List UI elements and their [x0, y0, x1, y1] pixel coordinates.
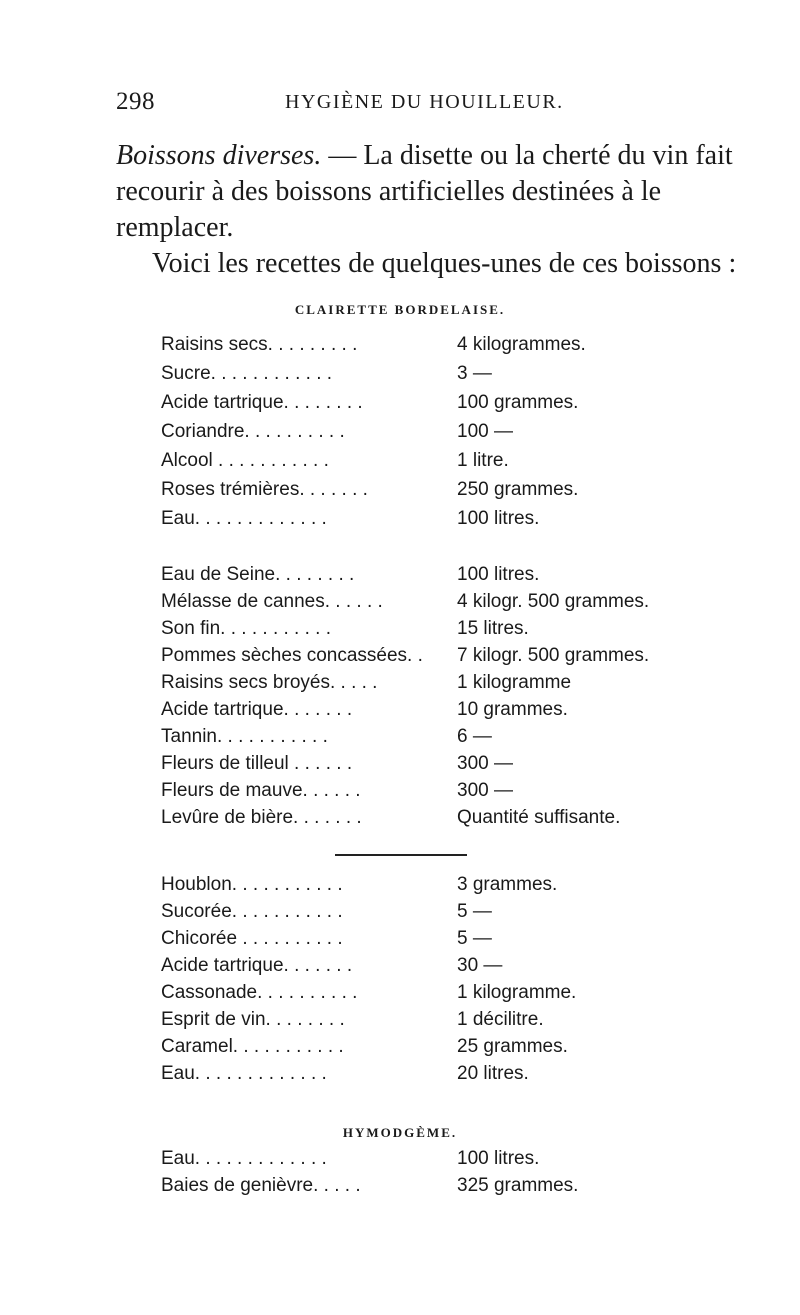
ingredient-name: Cassonade. . . . . . . . . .: [161, 982, 358, 1003]
section-divider: [335, 854, 467, 856]
ingredient-quantity: 10 grammes.: [457, 699, 568, 720]
ingredient-quantity: 5 —: [457, 901, 492, 922]
recipe-row: [161, 955, 781, 982]
recipe-hymodgeme: [161, 1148, 781, 1202]
recipe-row: [161, 363, 781, 392]
ingredient-name: Esprit de vin. . . . . . . .: [161, 1009, 345, 1030]
ingredient-quantity: 4 kilogrammes.: [457, 334, 586, 355]
recipe-row: [161, 591, 781, 618]
ingredient-quantity: 6 —: [457, 726, 492, 747]
ingredient-quantity: 7 kilogr. 500 grammes.: [457, 645, 650, 666]
recipe-row: [161, 645, 781, 672]
recipe-row: [161, 1009, 781, 1036]
recipe-title-clairette: CLAIRETTE BORDELAISE.: [294, 302, 506, 317]
ingredient-quantity: 5 —: [457, 928, 492, 949]
recipe-row: [161, 1036, 781, 1063]
recipe-row: [161, 753, 781, 780]
intro-text: [116, 138, 766, 282]
ingredient-name: Sucre. . . . . . . . . . . .: [161, 363, 333, 384]
ingredient-quantity: 1 décilitre.: [457, 1009, 544, 1030]
recipe-row: [161, 508, 781, 537]
recipe-row: [161, 1063, 781, 1090]
recipe-row: [161, 1148, 781, 1175]
intro-paragraph-text: — La disette ou la cherté du vin fait recourir à des boissons artificielles destinées à le remplacer.: [116, 140, 733, 243]
ingredient-name: Houblon. . . . . . . . . . .: [161, 874, 343, 895]
ingredient-quantity: 100 —: [457, 421, 513, 442]
ingredient-quantity: 325 grammes.: [457, 1175, 579, 1196]
recipe-row: [161, 874, 781, 901]
running-title: HYGIÈNE DU HOUILLEUR.: [285, 91, 564, 113]
ingredient-name: Alcool . . . . . . . . . . .: [161, 450, 329, 471]
page-number: 298: [116, 88, 155, 115]
ingredient-quantity: Quantité suffisante.: [457, 807, 621, 828]
ingredient-name: Tannin. . . . . . . . . . .: [161, 726, 328, 747]
ingredient-name: Eau. . . . . . . . . . . . .: [161, 508, 327, 529]
ingredient-quantity: 1 kilogramme.: [457, 982, 577, 1003]
ingredient-name: Fleurs de tilleul . . . . . .: [161, 753, 353, 774]
intro-paragraph-2: Voici les recettes de quelques-unes de ces boissons :: [152, 248, 737, 279]
recipe-row: [161, 1175, 781, 1202]
ingredient-quantity: 15 litres.: [457, 618, 529, 639]
ingredient-name: Pommes sèches concassées. .: [161, 645, 423, 666]
ingredient-quantity: 3 —: [457, 363, 492, 384]
ingredient-quantity: 30 —: [457, 955, 503, 976]
ingredient-name: Chicorée . . . . . . . . . .: [161, 928, 343, 949]
ingredient-name: Eau. . . . . . . . . . . . .: [161, 1148, 327, 1169]
recipe-row: [161, 928, 781, 955]
ingredient-name: Eau. . . . . . . . . . . . .: [161, 1063, 327, 1084]
recipe-row: [161, 564, 781, 591]
recipe-row: [161, 672, 781, 699]
recipe-row: [161, 479, 781, 508]
recipe-row: [161, 450, 781, 479]
ingredient-name: Fleurs de mauve. . . . . .: [161, 780, 361, 801]
recipe-row: [161, 699, 781, 726]
recipe-row: [161, 618, 781, 645]
recipe-clairette: [161, 334, 781, 537]
recipe-title-hymodgeme: HYMODGÈME.: [342, 1125, 458, 1140]
ingredient-name: Sucorée. . . . . . . . . . .: [161, 901, 343, 922]
ingredient-name: Levûre de bière. . . . . . .: [161, 807, 362, 828]
ingredient-quantity: 3 grammes.: [457, 874, 558, 895]
recipe-row: [161, 392, 781, 421]
ingredient-quantity: 4 kilogr. 500 grammes.: [457, 591, 650, 612]
recipe-row: [161, 982, 781, 1009]
recipe-row: [161, 726, 781, 753]
recipe-row: [161, 901, 781, 928]
ingredient-quantity: 250 grammes.: [457, 479, 579, 500]
section-lead: Boissons diverses.: [116, 140, 322, 171]
ingredient-quantity: 100 litres.: [457, 564, 540, 585]
ingredient-name: Eau de Seine. . . . . . . .: [161, 564, 355, 585]
recipe-row: [161, 334, 781, 363]
ingredient-name: Acide tartrique. . . . . . . .: [161, 392, 363, 413]
recipe-row: [161, 780, 781, 807]
ingredient-quantity: 1 kilogramme: [457, 672, 572, 693]
ingredient-quantity: 100 litres.: [457, 1148, 540, 1169]
page-header: [0, 88, 800, 118]
ingredient-quantity: 20 litres.: [457, 1063, 529, 1084]
ingredient-name: Acide tartrique. . . . . . .: [161, 955, 353, 976]
recipe-3: [161, 874, 781, 1090]
ingredient-name: Mélasse de cannes. . . . . .: [161, 591, 383, 612]
intro-paragraph: [116, 138, 766, 246]
ingredient-name: Coriandre. . . . . . . . . .: [161, 421, 345, 442]
ingredient-name: Baies de genièvre. . . . .: [161, 1175, 361, 1196]
ingredient-name: Roses trémières. . . . . . .: [161, 479, 368, 500]
ingredient-name: Acide tartrique. . . . . . .: [161, 699, 353, 720]
recipe-row: [161, 807, 781, 834]
ingredient-quantity: 300 —: [457, 780, 513, 801]
ingredient-name: Son fin. . . . . . . . . . .: [161, 618, 332, 639]
ingredient-name: Raisins secs. . . . . . . . .: [161, 334, 358, 355]
ingredient-quantity: 1 litre.: [457, 450, 509, 471]
ingredient-quantity: 100 litres.: [457, 508, 540, 529]
ingredient-name: Caramel. . . . . . . . . . .: [161, 1036, 344, 1057]
ingredient-quantity: 300 —: [457, 753, 513, 774]
recipe-row: [161, 421, 781, 450]
ingredient-quantity: 100 grammes.: [457, 392, 579, 413]
ingredient-quantity: 25 grammes.: [457, 1036, 568, 1057]
ingredient-name: Raisins secs broyés. . . . .: [161, 672, 378, 693]
recipe-2: [161, 564, 781, 834]
